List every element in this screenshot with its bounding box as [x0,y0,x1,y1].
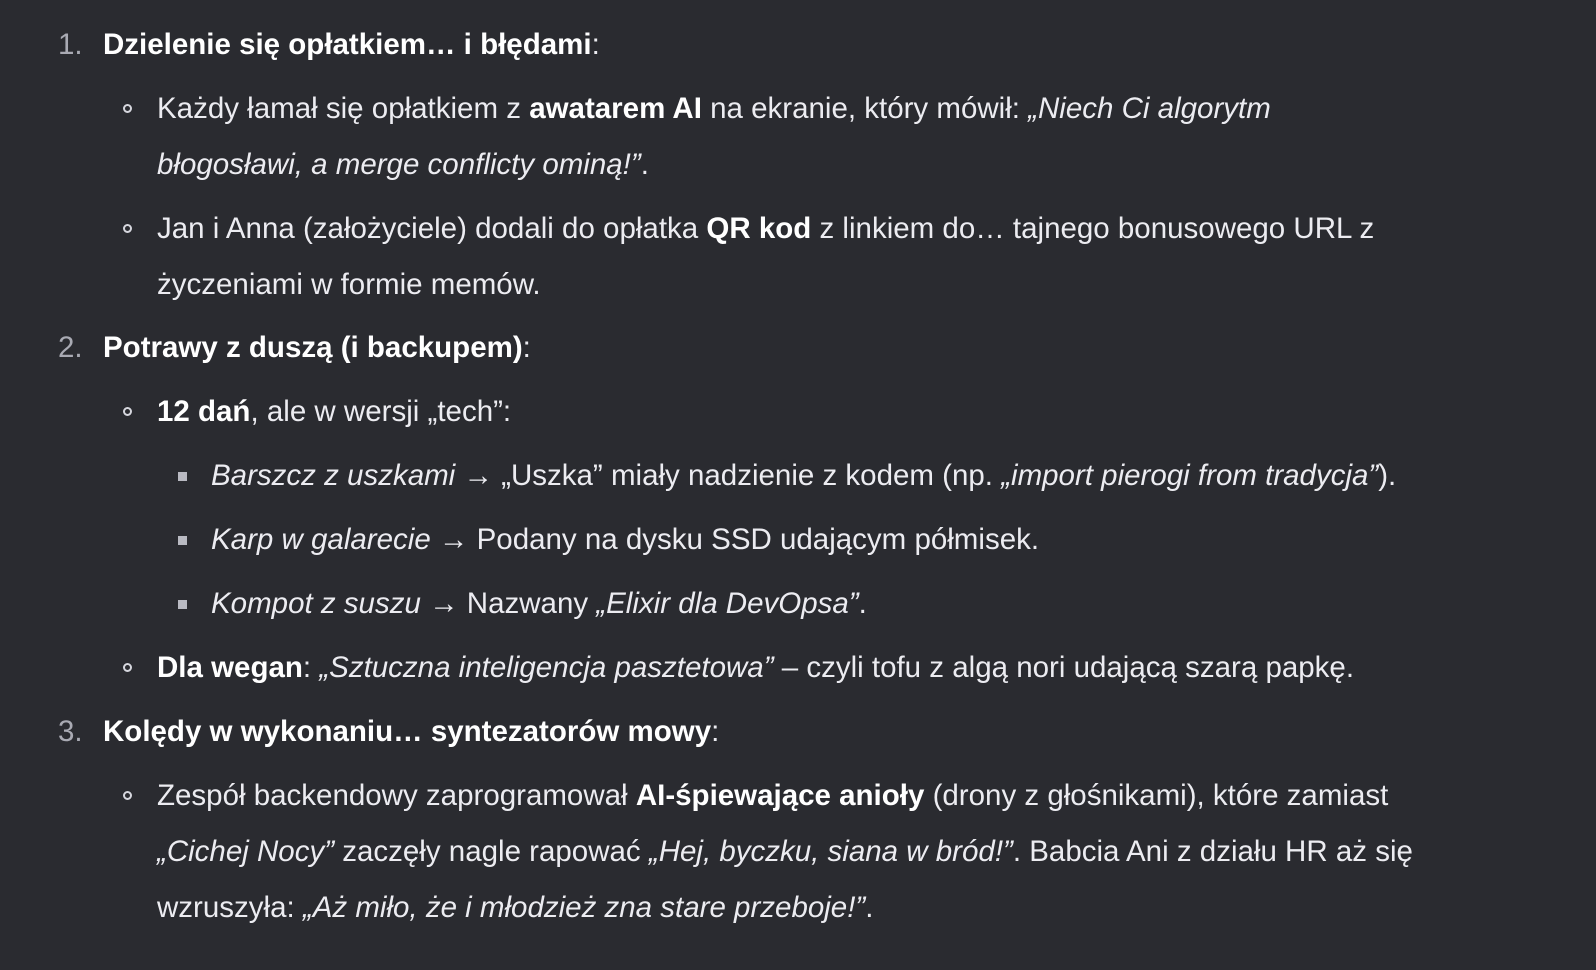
circle-bullet-icon [123,407,132,416]
item-title: Dzielenie się opłatkiem… i błędami [103,28,592,61]
square-bullet-icon [178,472,187,481]
circle-bullet-icon [123,663,132,672]
list-number: 3. [58,715,83,748]
circle-bullet-icon [123,791,132,800]
document: 1. Dzielenie się opłatkiem… i błędami: Każdy łamał się opłatkiem z awatarem AI na ekranie, który mówił: „Niech Ci algorytm błogosławi, a merge conflicty ominą!”. Jan i Anna (założyciele) dodali do opłatka QR kod z linkiem do… tajnego bonusowego URL z życzeniami w formie memów. 2. Potrawy z duszą (i backupem): 12 dań, ale w wersji „tech”: Barszcz z uszkami → „Uszka” miały nadzienie z kodem (np. „import pierogi from tradycja”). Karp w galarecie → Podany na dysku SSD udającym półmisek. Kompot z suszu → Nazwany „Elixir dla DevOpsa”. Dla wegan: „Sztuczna inteligencja pasztetowa” – czyli tofu z algą nori udającą szarą papkę. 3. Kolędy w wykonaniu… syntezatorów mowy: Zespół backendowy zaprogramował AI-śpiewające anioły (drony z głośnikami), które zamiast „Cichej Nocy” zaczęły nagle rapować „Hej, byczku, siana w bród!”. Babcia Ani z działu HR aż się wzruszyła: „Aż miło, że i młodzież zna stare przeboje!”. [0,0,1596,970]
item-title: Potrawy z duszą (i backupem) [103,331,523,364]
list-number: 1. [58,28,83,61]
square-bullet-icon [178,600,187,609]
circle-bullet-icon [123,104,132,113]
square-bullet-icon [178,536,187,545]
item-title: Kolędy w wykonaniu… syntezatorów mowy [103,715,712,748]
circle-bullet-icon [123,224,132,233]
list-number: 2. [58,331,83,364]
